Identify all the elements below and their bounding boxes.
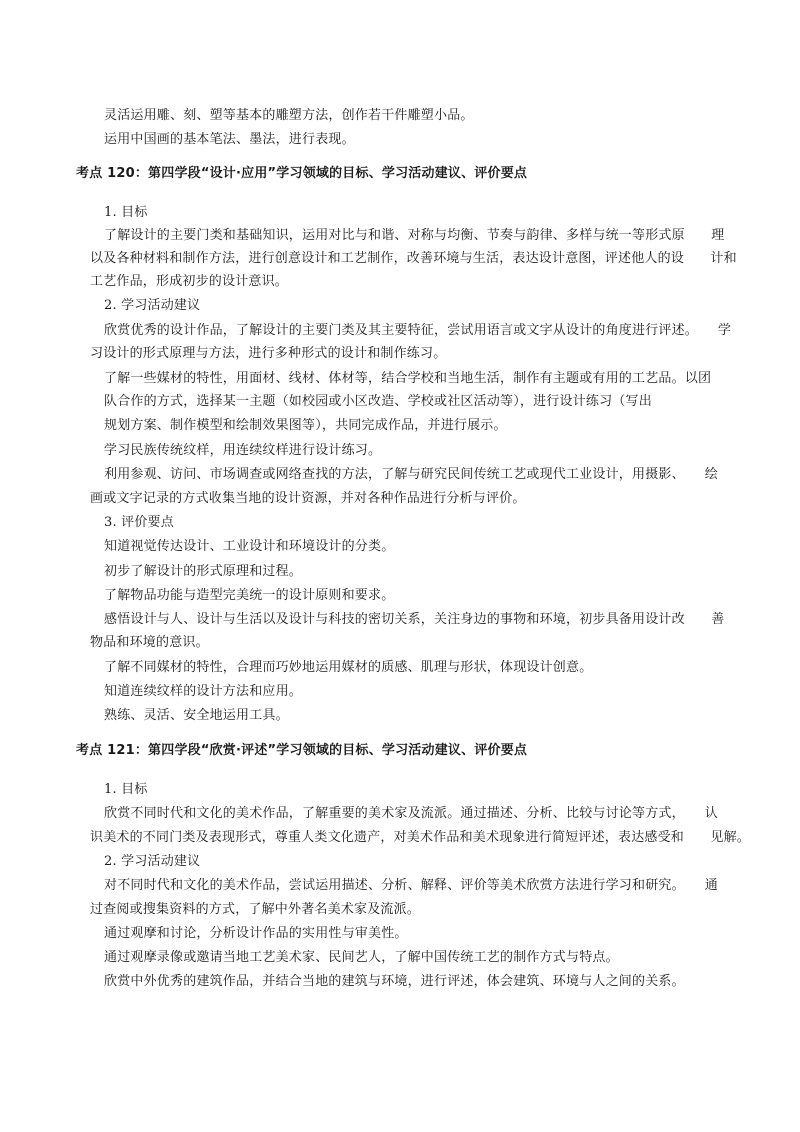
section-120-heading: 考点 120：第四学段“设计·应用”学习领域的目标、学习活动建议、评价要点 xyxy=(76,166,528,181)
section-121-activity-line-2: 过查阅或搜集资料的方式，了解中外著名美术家及流派。 xyxy=(90,902,421,917)
section-120-activity-line-1: 欣赏优秀的设计作品，了解设计的主要门类及其主要特征，尝试用语言或文字从设计的角度进行评述。 学 xyxy=(104,323,732,338)
section-121-goal-line-2: 识美术的不同门类及表现形式，尊重人类文化遗产，对美术作品和美术现象进行简短评述，表达感受和 见解。 xyxy=(90,830,751,845)
section-120-activity-title: 2. 学习活动建议 xyxy=(104,298,201,313)
section-120-eval-line-6: 了解不同媒材的特性，合理而巧妙地运用媒材的质感、肌理与形状，体现设计创意。 xyxy=(104,660,593,675)
intro-line-1: 灵活运用雕、刻、塑等基本的雕塑方法，创作若干件雕塑小品。 xyxy=(104,108,474,123)
section-120-eval-title: 3. 评价要点 xyxy=(104,515,174,530)
section-120-activity-line-4: 队合作的方式，选择某一主题（如校园或小区改造、学校或社区活动等），进行设计练习（写出 xyxy=(104,394,652,409)
section-120-activity-line-8: 画或文字记录的方式收集当地的设计资源，并对各种作品进行分析与评价。 xyxy=(90,491,526,506)
section-120-eval-line-2: 初步了解设计的形式原理和过程。 xyxy=(104,564,303,579)
section-120-activity-line-5: 规划方案、制作模型和绘制效果图等），共同完成作品，并进行展示。 xyxy=(104,418,507,433)
section-121-activity-line-1: 对不同时代和文化的美术作品，尝试运用描述、分析、解释、评价等美术欣赏方法进行学习和研究。 通 xyxy=(104,878,718,893)
section-121-activity-line-3: 通过观摩和讨论，分析设计作品的实用性与审美性。 xyxy=(104,926,408,941)
section-120-eval-line-7: 知道连续纹样的设计方法和应用。 xyxy=(104,684,303,699)
section-120-eval-line-8: 熟练、灵活、安全地运用工具。 xyxy=(104,708,289,723)
section-120-activity-line-2: 习设计的形式原理与方法，进行多种形式的设计和制作练习。 xyxy=(90,346,447,361)
section-121-goal-title: 1. 目标 xyxy=(104,782,148,797)
section-121-activity-line-4: 通过观摩录像或邀请当地工艺美术家、民间艺人，了解中国传统工艺的制作方式与特点。 xyxy=(104,950,619,965)
section-120-goal-title: 1. 目标 xyxy=(104,205,148,220)
section-120-eval-line-5: 物品和环境的意识。 xyxy=(90,635,209,650)
section-120-eval-line-4: 感悟设计与人、设计与生活以及设计与科技的密切关系，关注身边的事物和环境，初步具备用设计改 善 xyxy=(104,612,725,627)
section-120-activity-line-3: 了解一些媒材的特性，用面材、线材、体材等，结合学校和当地生活，制作有主题或有用的工艺品。以团 xyxy=(104,371,712,386)
section-120-goal-line-3: 工艺作品，形成初步的设计意识。 xyxy=(90,274,289,289)
section-120-goal-line-1: 了解设计的主要门类和基础知识，运用对比与和谐、对称与均衡、节奏与韵律、多样与统一等形式原 理 xyxy=(104,228,725,243)
section-121-activity-title: 2. 学习活动建议 xyxy=(104,854,201,869)
section-120-activity-line-7: 利用参观、访问、市场调查或网络查找的方法，了解与研究民间传统工艺或现代工业设计，用摄影、 绘 xyxy=(104,467,718,482)
section-120-goal-line-2: 以及各种材料和制作方法，进行创意设计和工艺制作，改善环境与生活，表达设计意图，评述他人的设 计和 xyxy=(90,251,737,266)
intro-line-2: 运用中国画的基本笔法、墨法，进行表现。 xyxy=(104,132,355,147)
section-120-activity-line-6: 学习民族传统纹样，用连续纹样进行设计练习。 xyxy=(104,443,382,458)
section-120-eval-line-1: 知道视觉传达设计、工业设计和环境设计的分类。 xyxy=(104,539,395,554)
section-121-goal-line-1: 欣赏不同时代和文化的美术作品，了解重要的美术家及流派。通过描述、分析、比较与讨论等方式， 认 xyxy=(104,806,718,821)
section-120-eval-line-3: 了解物品功能与造型完美统一的设计原则和要求。 xyxy=(104,588,395,603)
section-121-heading: 考点 121：第四学段“欣赏·评述”学习领域的目标、学习活动建议、评价要点 xyxy=(76,743,528,758)
section-121-activity-line-5: 欣赏中外优秀的建筑作品，并结合当地的建筑与环境，进行评述，体会建筑、环境与人之间的关系。 xyxy=(104,974,685,989)
